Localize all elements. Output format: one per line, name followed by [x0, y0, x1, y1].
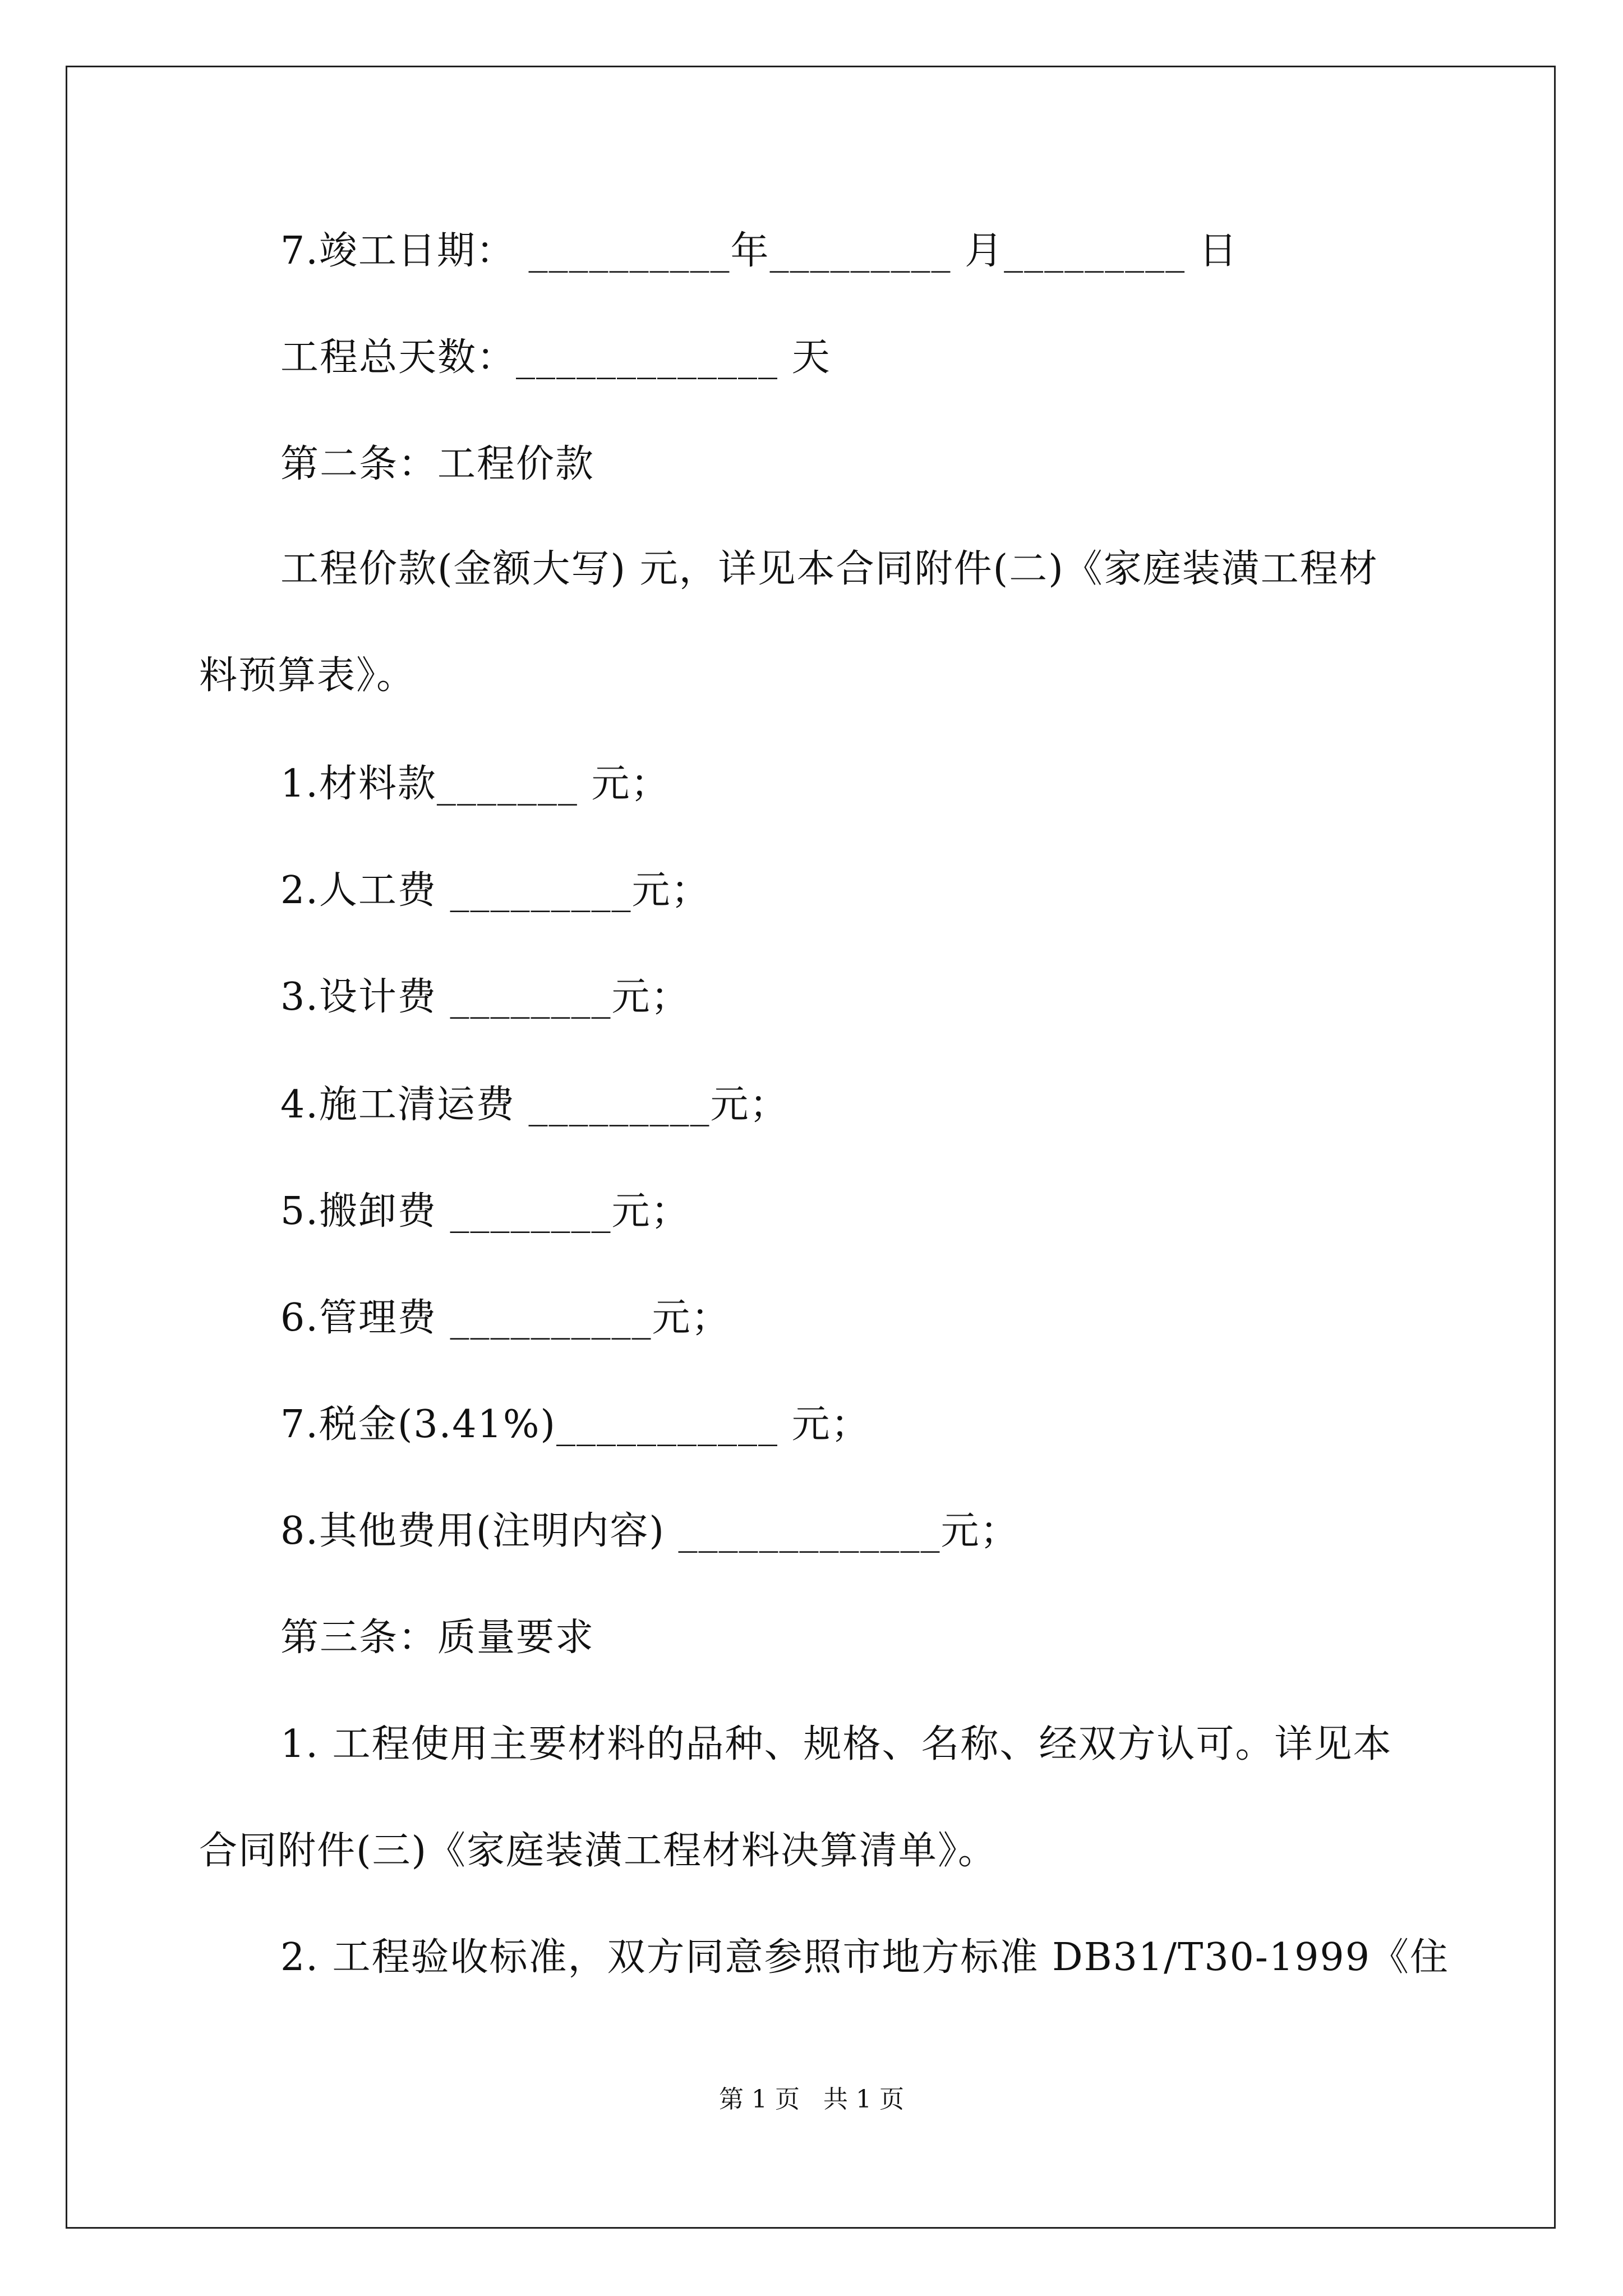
- quality-item-2-line-1: 2. 工程验收标准，双方同意参照市地方标准 DB31/T30-1999《住: [280, 1935, 1449, 1980]
- completion-date-line: 7.竣工日期： __________年_________ 月_________ 日: [280, 229, 1238, 273]
- tax-line: 7.税金(3.41%)___________ 元；: [280, 1402, 870, 1447]
- price-paragraph-line-1: 工程价款(金额大写) 元，详见本合同附件(二)《家庭装潢工程材: [280, 547, 1378, 591]
- labor-fee-line: 2.人工费 _________元；: [280, 868, 711, 913]
- quality-item-1-line-2: 合同附件(三)《家庭装潢工程材料决算清单》。: [199, 1829, 998, 1873]
- page-border: [66, 66, 1556, 2229]
- quality-item-1-line-1: 1. 工程使用主要材料的品种、规格、名称、经双方认可。详见本: [280, 1722, 1393, 1766]
- price-paragraph-line-2: 料预算表》。: [199, 654, 416, 698]
- total-days-line: 工程总天数：_____________ 天: [280, 335, 831, 380]
- article-two-heading: 第二条：工程价款: [280, 442, 595, 486]
- management-fee-line: 6.管理费 __________元；: [280, 1296, 731, 1340]
- other-fees-line: 8.其他费用(注明内容) _____________元；: [280, 1509, 1020, 1553]
- article-three-heading: 第三条：质量要求: [280, 1616, 595, 1660]
- cleanup-fee-line: 4.施工清运费 _________元；: [280, 1083, 789, 1127]
- design-fee-line: 3.设计费 ________元；: [280, 975, 690, 1019]
- moving-fee-line: 5.搬卸费 ________元；: [280, 1189, 690, 1234]
- page-number-footer: 第 1 页 共 1 页: [719, 2085, 904, 2114]
- material-fee-line: 1.材料款_______ 元；: [280, 762, 670, 806]
